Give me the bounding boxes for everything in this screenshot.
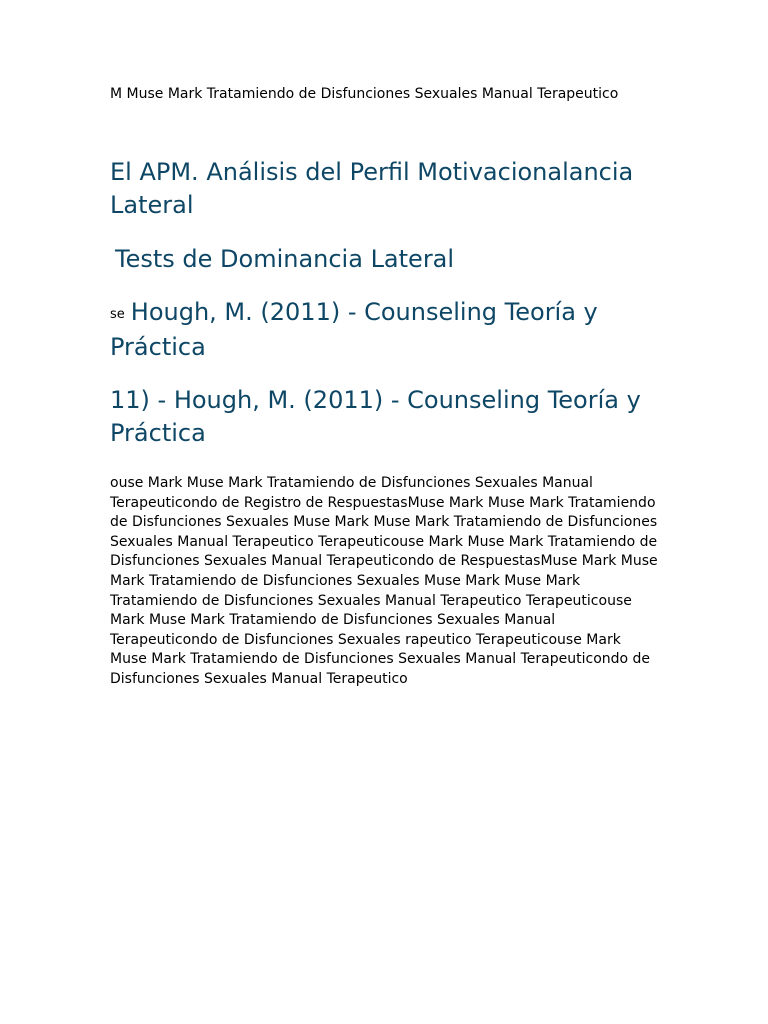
heading-hough-1 xyxy=(110,296,660,364)
heading-hough-2: 11) - Hough, M. (2011) - Counseling Teoría y Práctica xyxy=(110,386,641,447)
heading-hough-1-text: Hough, M. (2011) - Counseling Teoría y Práctica xyxy=(110,298,598,361)
body-paragraph: ouse Mark Muse Mark Tratamiendo de Disfunciones Sexuales Manual Terapeuticondo de Registro de RespuestasMuse Mark Muse Mark Tratamiendo de Disfunciones Sexuales Muse Mark Muse Mark Tratamiendo de Disfunciones Sexuales Manual Terapeutico Terapeuticouse Mark Muse Mark Tratamiendo de Disfunciones Sexuales Manual Terapeuticondo de RespuestasMuse Mark Muse Mark Tratamiendo de Disfunciones Sexuales Muse Mark Muse Mark Tratamiendo de Disfunciones Sexuales Manual Terapeutico Terapeuticouse Mark Muse Mark Tratamiendo de Disfunciones Sexuales Manual Terapeuticondo de Disfunciones Sexuales rapeutico Terapeuticouse Mark Muse Mark Tratamiendo de Disfunciones Sexuales Manual Terapeuticondo de Disfunciones Sexuales Manual Terapeutico xyxy=(110,475,658,687)
intro-line: M Muse Mark Tratamiendo de Disfunciones Sexuales Manual Terapeutico xyxy=(110,86,619,102)
heading-apm: El APM. Análisis del Perfil Motivacionalancia Lateral xyxy=(110,158,634,219)
heading-tests-dominancia: Tests de Dominancia Lateral xyxy=(115,245,455,273)
heading-prefix: se xyxy=(110,307,125,322)
